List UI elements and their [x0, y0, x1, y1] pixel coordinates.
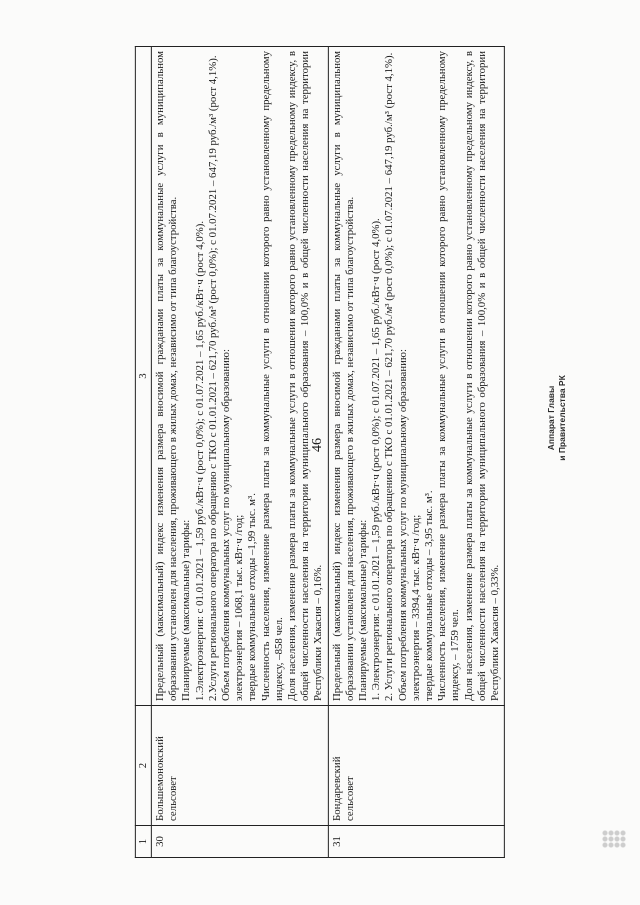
stamp-line-2: и Правительства РК	[557, 375, 567, 461]
tariff-table	[135, 46, 505, 858]
header-col-2: 2	[135, 706, 151, 826]
description-line: 2.Услуги регионального оператора по обращению с ТКО с 01.01.2021 – 621,70 руб./м³ (рост 0,0%); с 01.07.2021 – 647,19 руб./м³ (рост 4,1%).	[206, 55, 219, 701]
municipality-name: Большемонокский сельсовет	[151, 706, 328, 826]
tariff-description	[151, 47, 328, 706]
table-row	[328, 47, 505, 858]
header-col-1: 1	[135, 826, 151, 858]
row-number: 30	[151, 826, 328, 858]
description-line: Численность населения, изменение размера платы за коммунальные услуги в отношении которого равно установленному предельному индексу, –858 чел.	[259, 51, 285, 701]
scan-speck	[602, 830, 626, 848]
description-line: Планируемые (максимальные) тарифы:	[180, 519, 193, 701]
header-col-3: 3	[135, 47, 151, 706]
description-line: электроэнергия – 3394,4 тыс. кВт·ч /год;	[409, 514, 422, 701]
description-line: Объем потребления коммунальных услуг по муниципальному образованию:	[219, 349, 232, 701]
table-header-row	[135, 47, 151, 858]
description-line: 1. Электроэнергия: с 01.01.2021 – 1,59 руб./кВт·ч (рост 0,0%); с 01.07.2021 – 1,65 руб./кВт·ч (рост 4,0%).	[370, 218, 383, 701]
description-line: Предельный (максимальный) индекс изменения размера вносимой гражданами платы за коммунальные услуги в муниципальном образовании установлен для населения, проживающего в жилых домах, независимо от типа благоустройства.	[153, 51, 180, 701]
row-number: 31	[328, 826, 505, 858]
description-line: Объем потребления коммунальных услуг по муниципальному образованию:	[396, 349, 409, 701]
description-line: Планируемые (максимальные) тарифы:	[356, 519, 369, 701]
stamp-line-1: Аппарат Главы	[546, 385, 556, 451]
description-line: 2. Услуги регионального оператора по обращению с ТКО с 01.01.2021 – 621,70 руб./м³ (рост 0,0%); с 01.07.2021 – 647,19 руб./м³ (рост 4,1%).	[383, 52, 396, 701]
page-number: 46	[310, 438, 325, 452]
municipality-name: Бондаревский сельсовет	[328, 706, 505, 826]
description-line: Доля населения, изменение размера платы за коммунальные услуги в отношении которого равно установленному предельному индексу, в общей численности населения на территории муниципального образования – 100,0% и в общей численности населения на территории Республики Хакасия – 0,33%.	[462, 51, 501, 701]
table-row	[151, 47, 328, 858]
description-line: 1.Электроэнергия: с 01.01.2021 – 1,59 руб./кВт·ч (рост 0,0%); с 01.07.2021 – 1,65 руб./кВт·ч (рост 4,0%).	[193, 220, 206, 701]
description-line: электроэнергия – 1068,1 тыс. кВт·ч /год;	[233, 514, 246, 701]
description-line: твердые коммунальные отходы –1,99 тыс. м³.	[246, 493, 259, 701]
description-line: Предельный (максимальный) индекс изменения размера вносимой гражданами платы за коммунальные услуги в муниципальном образовании установлен для населения, проживающего в жилых домах, независимо от типа благоустройства.	[330, 51, 356, 701]
description-line: твердые коммунальные отходы – 3,95 тыс. м³.	[422, 490, 435, 701]
tariff-description	[328, 47, 505, 706]
office-stamp	[546, 373, 580, 463]
description-line: Доля населения, изменение размера платы за коммунальные услуги в отношении которого равно установленному предельному индексу, в общей численности населения на территории муниципального образования – 100,0% и в общей численности населения на территории Республики Хакасия – 0,16%.	[285, 51, 325, 701]
description-line: Численность населения, изменение размера платы за коммунальные услуги в отношении которого равно установленному предельному индексу, – 1759 чел.	[436, 51, 462, 701]
